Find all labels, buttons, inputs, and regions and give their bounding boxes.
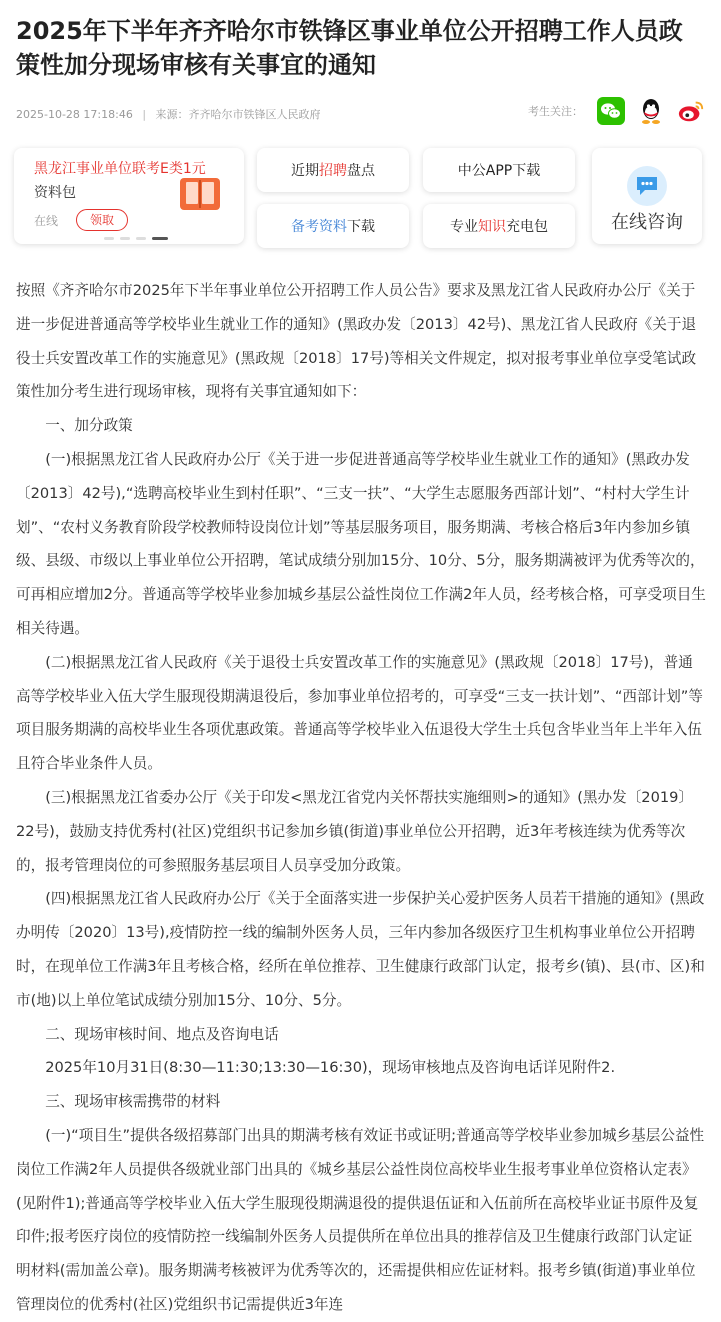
qq-icon[interactable] xyxy=(637,97,665,125)
carousel-dot-active[interactable] xyxy=(152,237,168,240)
book-icon xyxy=(178,174,222,212)
carousel-dot[interactable] xyxy=(104,237,114,240)
follow-label: 考生关注： xyxy=(528,105,583,118)
link-text-a: 中公APP下载 xyxy=(457,163,541,179)
chat-bubble-icon xyxy=(627,166,667,206)
online-consult-label: 在线咨询 xyxy=(611,212,683,233)
link-text-b: 招聘 xyxy=(319,163,347,179)
link-text-a: 备考资料 xyxy=(291,219,347,235)
promo-status: 在线 xyxy=(34,214,59,228)
link-text-b: 下载 xyxy=(347,219,375,235)
link-knowledge-pack[interactable] xyxy=(423,204,575,248)
article-body xyxy=(16,274,706,1322)
article-source: 来源：齐齐哈尔市铁锋区人民政府 xyxy=(155,108,321,121)
link-text-c: 充电包 xyxy=(506,219,548,235)
promo-card[interactable] xyxy=(14,148,244,244)
promo-title: 黑龙江事业单位联考E类1元 xyxy=(34,161,206,177)
link-recent-recruitment[interactable] xyxy=(257,148,409,192)
link-app-download[interactable] xyxy=(423,148,575,192)
paragraph: (四)根据黑龙江省人民政府办公厅《关于全面落实进一步保护关心爱护医务人员若干措施的通知》(黑政办明传〔2020〕13号),疫情防控一线的编制外医务人员，三年内参加各级医疗卫生机构事业单位公开招聘时，在现单位工作满3年且考核合格，经所在单位推荐、卫生健康行政部门认定，报考乡(镇)、县(市、区)和市(地)以上单位笔试成绩分别加15分、10分、5分。 xyxy=(16,890,705,1009)
paragraph: 2025年10月31日(8:30—11:30;13:30—16:30)，现场审核地点及咨询电话详见附件2. xyxy=(45,1059,616,1077)
carousel-dot[interactable] xyxy=(136,237,146,240)
promo-cards xyxy=(14,148,704,248)
article-meta xyxy=(16,106,321,122)
link-text-b: 知识 xyxy=(478,219,506,235)
online-consult-card[interactable] xyxy=(592,148,702,244)
follow-bar xyxy=(528,97,705,125)
paragraph: (一)根据黑龙江省人民政府办公厅《关于进一步促进普通高等学校毕业生就业工作的通知》(黑政办发〔2013〕42号),“选聘高校毕业生到村任职”、“三支一扶”、“大学生志愿服务西部计划”、“村村大学生计划”、“农村义务教育阶段学校教师特设岗位计划”等基层服务项目，服务期满、考核合格后3年内参加乡镇级、县级、市级以上事业单位公开招聘，笔试成绩分别加15分、10分、5分，服务期满被评为优秀等次的，可再相应增加2分。普通高等学校毕业参加城乡基层公益性岗位工作满2年人员，经考核合格，可享受项目生相关待遇。 xyxy=(16,450,706,637)
article-title: 2025年下半年齐齐哈尔市铁锋区事业单位公开招聘工作人员政策性加分现场审核有关事宜的通知 xyxy=(16,17,683,79)
paragraph: (一)“项目生”提供各级招募部门出具的期满考核有效证书或证明;普通高等学校毕业参加城乡基层公益性岗位工作满2年人员提供各级就业部门出具的《城乡基层公益性岗位高校毕业生报考事业单位资格认定表》(见附件1);普通高等学校毕业入伍大学生服现役期满退役的提供退伍证和入伍前所在高校毕业证书原件及复印件;报考医疗岗位的疫情防控一线编制外医务人员提供所在单位出具的推荐信及卫生健康行政部门认定证明材料(需加盖公章)。服务期满考核被评为优秀等次的，还需提供相应佐证材料。报考乡镇(街道)事业单位管理岗位的优秀村(社区)党组织书记需提供近3年连 xyxy=(16,1126,705,1313)
link-text-c: 盘点 xyxy=(347,163,375,179)
carousel-dots[interactable] xyxy=(104,237,168,240)
paragraph: (二)根据黑龙江省人民政府《关于退役士兵安置改革工作的实施意见》(黑政规〔2018〕17号)，普通高等学校毕业入伍大学生服现役期满退役后，参加事业单位招考的，可享受“三支一扶计划”、“西部计划”等项目服务期满的高校毕业生各项优惠政策。普通高等学校毕业入伍退役大学生士兵包含毕业当年上半年入伍且符合毕业条件人员。 xyxy=(16,653,703,773)
wechat-icon[interactable] xyxy=(597,97,625,125)
link-text-a: 近期 xyxy=(291,163,319,179)
meta-separator: | xyxy=(142,108,147,121)
carousel-dot[interactable] xyxy=(120,237,130,240)
section-heading: 三、现场审核需携带的材料 xyxy=(45,1093,221,1111)
claim-button[interactable]: 领取 xyxy=(76,209,128,231)
link-exam-materials[interactable] xyxy=(257,204,409,248)
weibo-icon[interactable] xyxy=(677,97,705,125)
paragraph: (三)根据黑龙江省委办公厅《关于印发<黑龙江省党内关怀帮扶实施细则>的通知》(黑办发〔2019〕22号)，鼓励支持优秀村(社区)党组织书记参加乡镇(街道)事业单位公开招聘，近3年考核连续为优秀等次的，报考管理岗位的可参照服务基层项目人员享受加分政策。 xyxy=(16,788,694,874)
promo-subtitle: 资料包 xyxy=(34,185,76,201)
section-heading: 二、现场审核时间、地点及咨询电话 xyxy=(45,1025,279,1043)
paragraph: 按照《齐齐哈尔市2025年下半年事业单位公开招聘工作人员公告》要求及黑龙江省人民政府办公厅《关于进一步促进普通高等学校毕业生就业工作的通知》(黑政办发〔2013〕42号)、黑龙江省人民政府《关于退役士兵安置改革工作的实施意见》(黑政规〔2018〕17号)等相关文件规定，拟对报考事业单位享受笔试政策性加分考生进行现场审核，现将有关事宜通知如下： xyxy=(16,282,697,401)
section-heading: 一、加分政策 xyxy=(45,417,133,435)
publish-date: 2025-10-28 17:18:46 xyxy=(16,108,133,121)
link-text-a: 专业 xyxy=(450,219,478,235)
